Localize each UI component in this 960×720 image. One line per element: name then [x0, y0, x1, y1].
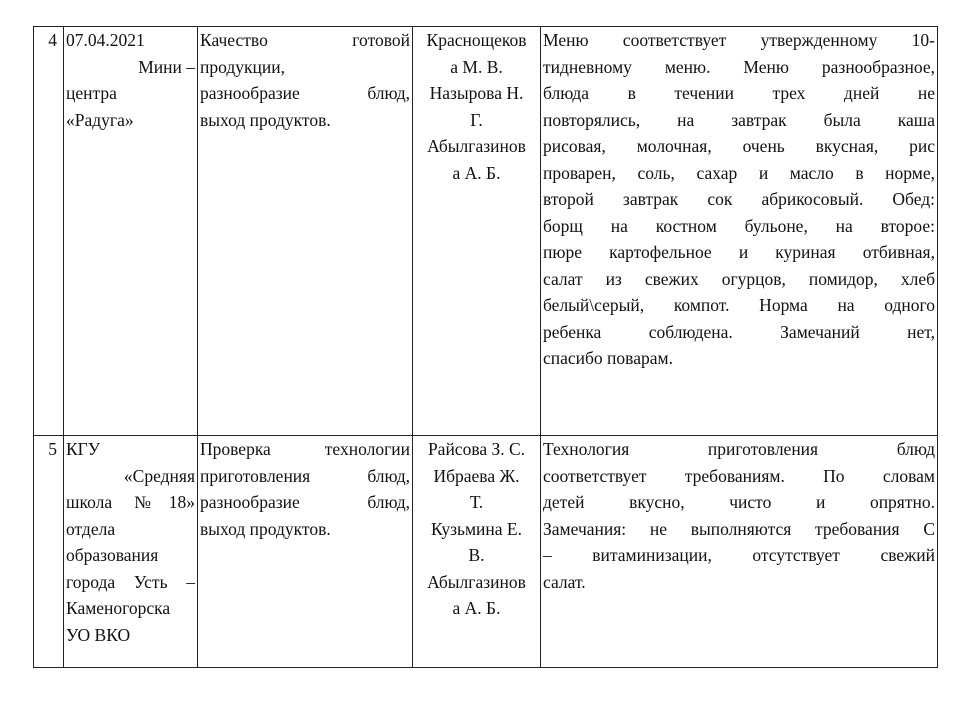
inspection-table: [33, 26, 938, 668]
member-line: Абылгазинов: [427, 136, 526, 156]
topic-line: продукции,: [200, 56, 285, 77]
row-number: 5: [48, 439, 57, 459]
member-line: Абылгазинов: [427, 571, 526, 592]
result-line: рисовая, молочная, очень вкусная, рис: [543, 136, 935, 156]
topic-line: выход продуктов.: [200, 518, 331, 539]
result-line: повторялись, на завтрак была каша: [543, 109, 935, 130]
member-line: а А. Б.: [452, 162, 501, 183]
result-line: блюда в течении трех дней не: [543, 83, 935, 103]
topic-cell: [198, 27, 413, 436]
date-place-cell: [64, 436, 198, 668]
date-place-line: Мини –: [138, 56, 195, 77]
member-line: Т.: [469, 492, 484, 512]
result-line: проварен, соль, сахар и масло в норме,: [543, 162, 935, 183]
topic-line: разнообразие блюд,: [200, 83, 410, 103]
row-number-cell: [34, 436, 64, 668]
row-number: 4: [48, 30, 57, 50]
table-row: [34, 436, 938, 668]
topic-line: выход продуктов.: [200, 109, 331, 130]
member-line: Г.: [470, 109, 483, 130]
date-place-line: КГУ: [66, 439, 101, 459]
member-line: Кузьмина Е.: [430, 518, 522, 539]
date-place-line: школа №18»: [66, 492, 195, 512]
date-place-line: города Усть –: [66, 571, 195, 592]
date-place-line: Каменогорска: [66, 598, 171, 618]
date-place-line: 07.04.2021: [66, 30, 145, 50]
members-cell: [413, 436, 541, 668]
date-place-line: «Средняя: [123, 465, 195, 486]
member-line: Назырова Н.: [429, 83, 524, 103]
result-line: спасибо поварам.: [543, 348, 673, 368]
member-line: а М. В.: [450, 56, 503, 77]
topic-line: разнообразие блюд,: [200, 492, 410, 512]
date-place-line: «Радуга»: [66, 109, 134, 130]
topic-line: приготовления блюд,: [200, 465, 410, 486]
result-line: второй завтрак сок абрикосовый. Обед:: [543, 189, 935, 209]
topic-cell: [198, 436, 413, 668]
date-place-line: центра: [66, 83, 117, 103]
date-place-line: отдела: [66, 518, 116, 539]
result-line: – витаминизации, отсутствует свежий: [543, 545, 935, 565]
row-number-cell: [34, 27, 64, 436]
result-line: салат из свежих огурцов, помидор, хлеб: [543, 268, 935, 289]
result-line: ребенка соблюдена. Замечаний нет,: [543, 321, 935, 342]
result-line: белый\серый, компот. Норма на одного: [543, 295, 935, 315]
members-cell: [413, 27, 541, 436]
result-line: салат.: [543, 571, 586, 592]
member-line: Ибраева Ж.: [433, 465, 520, 486]
topic-line: Проверка технологии: [200, 439, 410, 459]
result-line: пюре картофельное и куриная отбивная,: [543, 242, 935, 262]
member-line: В.: [468, 545, 485, 565]
table-row: [34, 27, 938, 436]
result-cell: [541, 436, 938, 668]
date-place-line: УО ВКО: [66, 624, 131, 645]
result-line: Технология приготовления блюд: [543, 439, 935, 459]
member-line: а А. Б.: [452, 598, 501, 618]
date-place-cell: [64, 27, 198, 436]
result-line: детей вкусно, чисто и опрятно.: [543, 492, 935, 512]
result-line: борщ на костном бульоне, на второе:: [543, 215, 935, 236]
result-line: Меню соответствует утвержденному 10-: [543, 30, 935, 50]
member-line: Райсова З. С.: [427, 439, 526, 459]
result-cell: [541, 27, 938, 436]
topic-line: Качество готовой: [200, 30, 410, 50]
member-line: Краснощеков: [426, 30, 527, 50]
date-place-line: образования: [66, 545, 159, 565]
result-line: соответствует требованиям. По словам: [543, 465, 935, 486]
result-line: тидневному меню. Меню разнообразное,: [543, 56, 935, 77]
result-line: Замечания: не выполняются требования С: [543, 518, 935, 539]
